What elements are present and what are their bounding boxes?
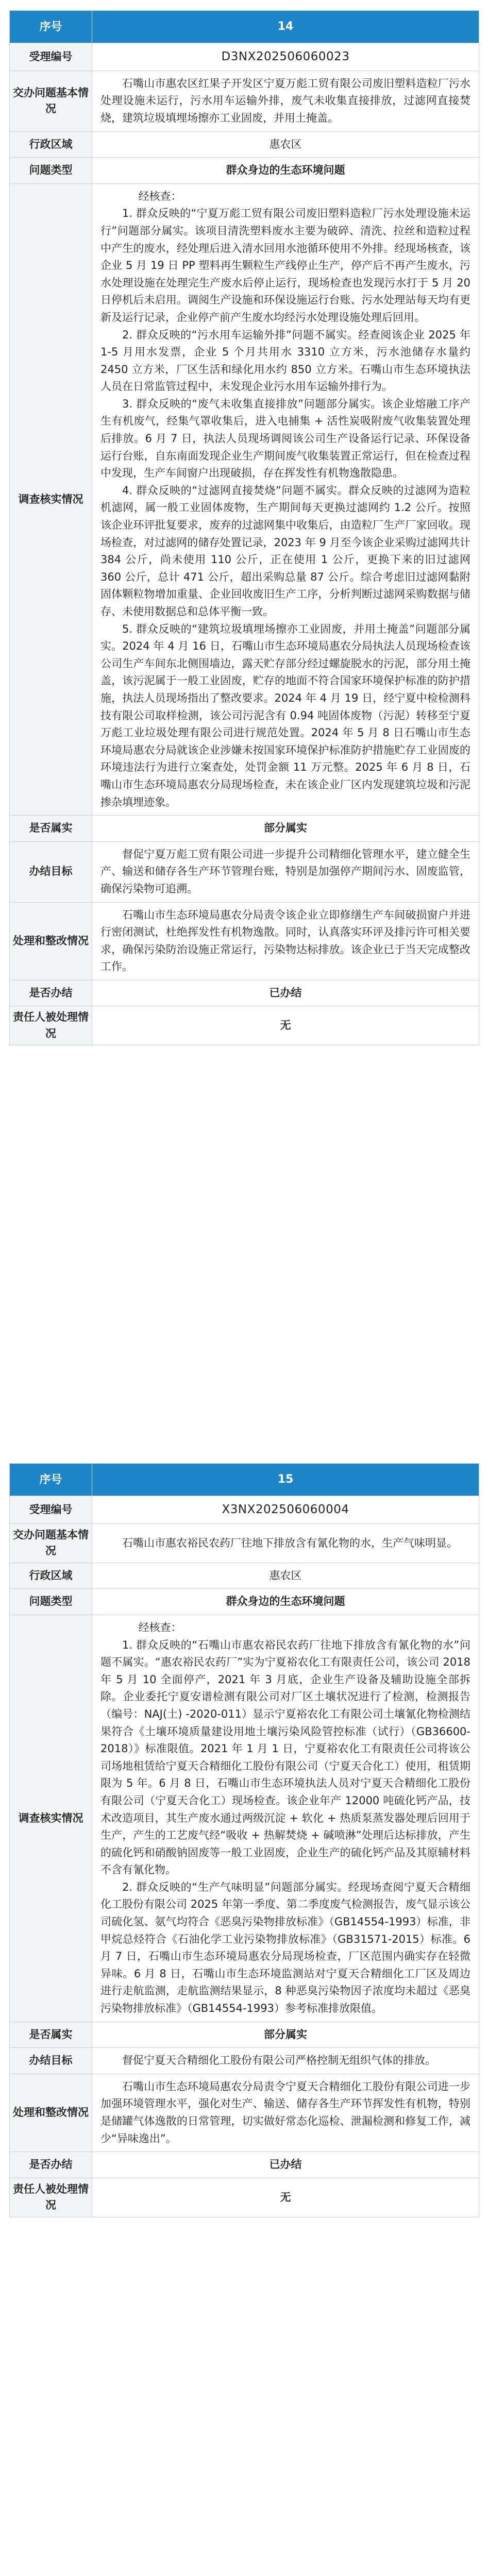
accountability-row: [10, 1006, 479, 1045]
is-true-label: 是否属实: [10, 2022, 92, 2048]
complaint-value: 石嘴山市惠农裕民农药厂往地下排放含有氰化物的水，生产气味明显。: [92, 1523, 479, 1563]
complaint-label: 交办问题基本情况: [10, 71, 92, 131]
goal-row: [10, 2048, 479, 2074]
goal-label: 办结目标: [10, 2048, 92, 2074]
district-label: 行政区域: [10, 131, 92, 158]
seq-label: 序号: [10, 1464, 92, 1496]
issue-type-row: [10, 158, 479, 184]
investigation-row: [10, 1615, 479, 2022]
investigation-paragraph: 4. 群众反映的“过滤网直接焚烧”问题不属实。群众反映的过滤网为造粒机滤网，属一般工业固体废物，生产期间每天更换过滤网约 1.2 公斤。按照该企业环评批复要求，废弃的过滤网集中收集后，由造粒厂生产厂家回收。现场检查，对过滤网的储存处置记录，2023 年 9 月至今该企业采购过滤网共计 384 公斤，尚未使用 110 公斤，正在使用 1 公斤，更换下来的旧过滤网 360 公斤，总计 471 公斤，超出采购总量 87 公斤。综合考虑旧过滤网黏附固体颗粒物增加重量、企业回收废旧生产工序，分析判断过滤网采购数据与储存、未使用数据总和总体平衡一致。: [100, 484, 470, 618]
case-table: [9, 10, 479, 1045]
investigation-paragraph: 经核查：: [138, 1621, 182, 1634]
receipt-no-value: D3NX202506060023: [92, 43, 479, 71]
receipt-no-row: [10, 43, 479, 71]
rectification-row: [10, 902, 479, 980]
rectification-value: 石嘴山市生态环境局惠农分局责令该企业立即修缮生产车间破损窗户并进行密闭测试，杜绝挥发性有机物逸散。同时，认真落实环评及排污许可相关要求，确保污染防治设施正常运行，污染物达标排放。该企业已于当天完成整改工作。: [92, 902, 479, 980]
investigation-row: [10, 183, 479, 815]
investigation-paragraph: 2. 群众反映的“生产气味明显”问题部分属实。经现场查阅宁夏天合精细化工股份有限公司 2025 年第一季度、第二季度废气检测报告，废气显示该公司硫化氢、氨气均符合《恶臭污染物排放标准》（GB14554-1993）标准，非甲烷总烃符合《石油化学工业污染物排放标准》（GB31571-2015）标准。6 月 7 日，石嘴山市生态环境局惠农分局现场检查，厂区范围内确实存在轻微异味。6 月 8 日，石嘴山市生态环境监测站对宁夏天合精细化工厂区及周边进行走航监测，走航监测结果显示，8 种恶臭污染物因子浓度均未超过《恶臭污染物排放标准》（GB14554-1993）参考标准排放限值。: [100, 1880, 470, 2015]
investigation-paragraph: 经核查：: [138, 190, 182, 202]
receipt-no-label: 受理编号: [10, 43, 92, 71]
investigation-value: [92, 183, 479, 815]
rectification-value: 石嘴山市生态环境局惠农分局责令宁夏天合精细化工股份有限公司进一步加强环境管理水平，强化对生产、输送、储存各生产环节挥发性有机物，特别是储罐气体逸散的日常管理，切实做好常态化巡检、泄漏检测和修复工作，减少“异味逸出”。: [92, 2074, 479, 2151]
rectification-label: 处理和整改情况: [10, 902, 92, 980]
accountability-label: 责任人被处理情况: [10, 2178, 92, 2217]
investigation-paragraph: 1. 群众反映的“石嘴山市惠农裕民农药厂往地下排放含有氰化物的水”问题不属实。“惠农裕民农药厂”实为宁夏裕农化工有限责任公司，该公司 2018 年 5 月 10 全面停产，2021 年 3 月底，企业生产设备及辅助设施全部拆除。企业委托宁夏安谱检测有限公司对厂区土壤状况进行了检测，检测报告（编号：NAJ(土) -2020-011）显示宁夏裕农化工有限公司土壤氰化物检测结果符合《土壤环境质量建设用地土壤污染风险管控标准（试行）（GB36600-2018）》标准限值。2021 年 1 月 1 日，宁夏裕农化工有限责任公司将该公司场地租赁给宁夏天合精细化工股份有限公司（宁夏天合化工）使用，租赁期限为 5 年。6 月 8 日，石嘴山市生态环境执法人员对宁夏天合精细化工股份有限公司（宁夏天合化工）现场检查。该企业年产 12000 吨硫化钙产品，技术改造项目，其生产废水通过两级沉淀 + 软化 + 热质泵蒸发器处理后回用于生产，产生的工艺废气经“吸收 + 热解焚烧 + 碱喷淋”处理后达标排放，产生的硫化钙和硝酸钠固废等一般工业固废，企业生产的硫化钙产品及其原辅材料不含有氰化物。: [100, 1638, 470, 1876]
seq-value: 14: [92, 11, 479, 43]
is-true-row: [10, 816, 479, 842]
investigation-label: 调查核实情况: [10, 183, 92, 815]
investigation-paragraph: 1. 群众反映的“宁夏万彪工贸有限公司废旧塑料造粒厂污水处理设施未运行”问题部分属实。该项目清洗塑料废水主要为破碎、清洗、拉丝和造粒过程中产生的废水，经处理后进入清水回用水池循环使用不外排。经现场核查，该企业 5 月 19 日 PP 塑料再生颗粒生产线停止生产，停产后不再产生废水，污水处理设施在处理完生产废水后停止运行，现场检查也发现污水打于 5 月 20 日停机后未启用。调阅生产设施和环保设施运行台账、污水处理站每天均有更新及运行记录，企业停产前产生废水均经污水处理设施处理后回用。: [100, 207, 470, 324]
issue-type-value: 群众身边的生态环境问题: [92, 1589, 479, 1615]
receipt-no-value: X3NX202506060004: [92, 1496, 479, 1524]
case-header-row: [10, 11, 479, 43]
is-true-label: 是否属实: [10, 816, 92, 842]
district-row: [10, 131, 479, 158]
investigation-label: 调查核实情况: [10, 1615, 92, 2022]
is-true-row: [10, 2022, 479, 2048]
seq-label: 序号: [10, 11, 92, 43]
is-closed-row: [10, 2152, 479, 2178]
investigation-paragraph: 3. 群众反映的“废气未收集直接排放”问题部分属实。该企业熔融工序产生有机废气，经集气罩收集后，进入电捕集 + 活性炭吸附废气收集装置处理后排放。6 月 7 日，执法人员现场调阅该公司生产设备运行记录、环保设备运行台账，自东南面发现企业生产期间废气收集装置正常运行，但在检查过程中发现，生产车间窗户出现破损，存在挥发性有机物逸散隐患。: [100, 397, 470, 480]
issue-type-label: 问题类型: [10, 1589, 92, 1615]
is-true-value: 部分属实: [92, 816, 479, 842]
investigation-value: [92, 1615, 479, 2022]
district-row: [10, 1563, 479, 1589]
accountability-value: 无: [92, 2178, 479, 2217]
case-header-row: [10, 1464, 479, 1496]
goal-label: 办结目标: [10, 841, 92, 902]
district-value: 惠农区: [92, 131, 479, 158]
receipt-no-label: 受理编号: [10, 1496, 92, 1524]
complaint-row: [10, 1523, 479, 1563]
accountability-value: 无: [92, 1006, 479, 1045]
complaint-value: 石嘴山市惠农区红果子开发区宁夏万彪工贸有限公司废旧塑料造粒厂污水处理设施未运行，污水用车运输外排，废气未收集直接排放，过滤网直接焚烧，建筑垃圾填埋场擦亦工业固废，并用土掩盖。: [92, 71, 479, 131]
is-closed-label: 是否办结: [10, 980, 92, 1006]
is-closed-value: 已办结: [92, 2152, 479, 2178]
goal-value: 督促宁夏万彪工贸有限公司进一步提升公司精细化管理水平，建立健全生产、输送和储存各生产环节管理台账，特别是加强停产期间污水、固废监管，确保污染物可追溯。: [92, 841, 479, 902]
seq-value: 15: [92, 1464, 479, 1496]
investigation-paragraph: 5. 群众反映的“建筑垃圾填埋场擦亦工业固废，并用土掩盖”问题部分属实。2024 年 4 月 16 日，石嘴山市生态环境局惠农分局执法人员现场检查该公司生产车间东北侧围墙边，露天贮存部分经过螺旋脱水的污泥，部分用土掩盖，该污泥属于一般工业固废，贮存的地面不符合国家环境保护标准的防护措施，执法人员现场指出了整改要求。2024 年 4 月 19 日，经宁夏中检检测科技有限公司取样检测，该公司污泥含有 0.94 吨固体废物（污泥）转移至宁夏万彪工业垃圾处理有限公司进行规范处置。2024 年 5 月 8 日石嘴山市生态环境局惠农分局就该企业涉嫌未按国家环境保护标准防护措施贮存工业固废的环境违法行为进行立案查处，处罚金额 11 万元整。2025 年 6 月 8 日，石嘴山市生态环境局惠农分局现场检查，未在该企业厂区内发现建筑垃圾和污泥掺杂填埋迹象。: [100, 622, 470, 808]
is-closed-value: 已办结: [92, 980, 479, 1006]
issue-type-row: [10, 1589, 479, 1615]
issue-type-value: 群众身边的生态环境问题: [92, 158, 479, 184]
rectification-label: 处理和整改情况: [10, 2074, 92, 2151]
receipt-no-row: [10, 1496, 479, 1524]
case-table: [9, 1463, 479, 2217]
is-closed-row: [10, 980, 479, 1006]
district-label: 行政区域: [10, 1563, 92, 1589]
complaint-row: [10, 71, 479, 131]
district-value: 惠农区: [92, 1563, 479, 1589]
accountability-row: [10, 2178, 479, 2217]
is-closed-label: 是否办结: [10, 2152, 92, 2178]
investigation-paragraph: 2. 群众反映的“污水用车运输外排”问题不属实。经查阅该企业 2025 年 1-5 月用水发票，企业 5 个月共用水 3310 立方米，污水池储存水量约 2450 立方米，厂区生活和绿化用水约 850 立方米。石嘴山市生态环境执法人员在日常监管过程中，未发现企业污水用车运输外排行为。: [100, 328, 470, 393]
goal-value: 督促宁夏天合精细化工股份有限公司严格控制无组织气体的排放。: [92, 2048, 479, 2074]
accountability-label: 责任人被处理情况: [10, 1006, 92, 1045]
complaint-label: 交办问题基本情况: [10, 1523, 92, 1563]
rectification-row: [10, 2074, 479, 2151]
goal-row: [10, 841, 479, 902]
issue-type-label: 问题类型: [10, 158, 92, 184]
is-true-value: 部分属实: [92, 2022, 479, 2048]
